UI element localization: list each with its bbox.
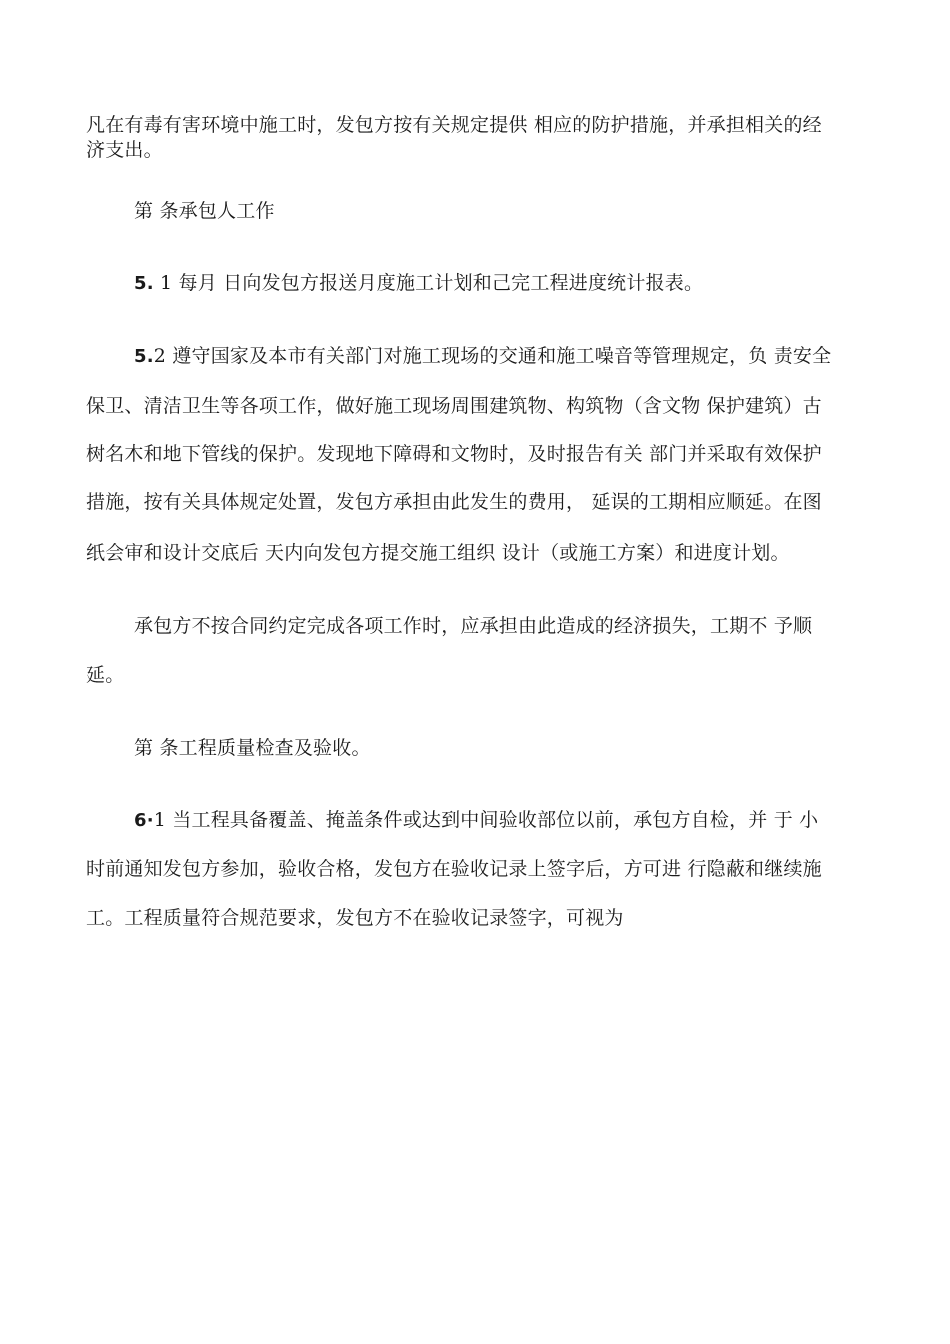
article-heading: 第 条工程质量检查及验收。 bbox=[134, 737, 371, 759]
clause-line bbox=[134, 808, 876, 833]
paragraph-line: 延。 bbox=[86, 664, 125, 686]
clause-line bbox=[134, 271, 876, 296]
paragraph-line: 工。工程质量符合规范要求，发包方不在验收记录签字，可视为 bbox=[86, 907, 624, 929]
paragraph-line: 时前通知发包方参加，验收合格，发包方在验收记录上签字后，方可进 行隐蔽和继续施 bbox=[86, 858, 822, 880]
clause-text: 2 遵守国家及本市有关部门对施工现场的交通和施工噪音等管理规定，负 责安全 bbox=[153, 345, 832, 367]
article-heading: 第 条承包人工作 bbox=[134, 200, 275, 222]
clause-number: 5. bbox=[134, 346, 154, 367]
paragraph-line: 济支出。 bbox=[86, 139, 163, 161]
clause-text: 1 当工程具备覆盖、掩盖条件或达到中间验收部位以前，承包方自检，并 于 小 bbox=[153, 809, 819, 831]
paragraph-line: 承包方不按合同约定完成各项工作时，应承担由此造成的经济损失，工期不 予顺 bbox=[134, 615, 813, 637]
clause-number: 5. bbox=[134, 273, 154, 294]
paragraph-line: 措施，按有关具体规定处置，发包方承担由此发生的费用， 延误的工期相应顺延。在图 bbox=[86, 491, 822, 513]
clause-line bbox=[134, 344, 876, 369]
paragraph-line: 凡在有毒有害环境中施工时，发包方按有关规定提供 相应的防护措施，并承担相关的经 bbox=[86, 114, 822, 136]
paragraph-line: 树名木和地下管线的保护。发现地下障碍和文物时，及时报告有关 部门并采取有效保护 bbox=[86, 443, 822, 465]
paragraph-line: 纸会审和设计交底后 天内向发包方提交施工组织 设计（或施工方案）和进度计划。 bbox=[86, 542, 790, 564]
clause-number: 6· bbox=[134, 810, 154, 831]
clause-text: 1 每月 日向发包方报送月度施工计划和己完工程进度统计报表。 bbox=[160, 272, 704, 294]
paragraph-line: 保卫、清洁卫生等各项工作，做好施工现场周围建筑物、构筑物（含文物 保护建筑）古 bbox=[86, 395, 822, 417]
